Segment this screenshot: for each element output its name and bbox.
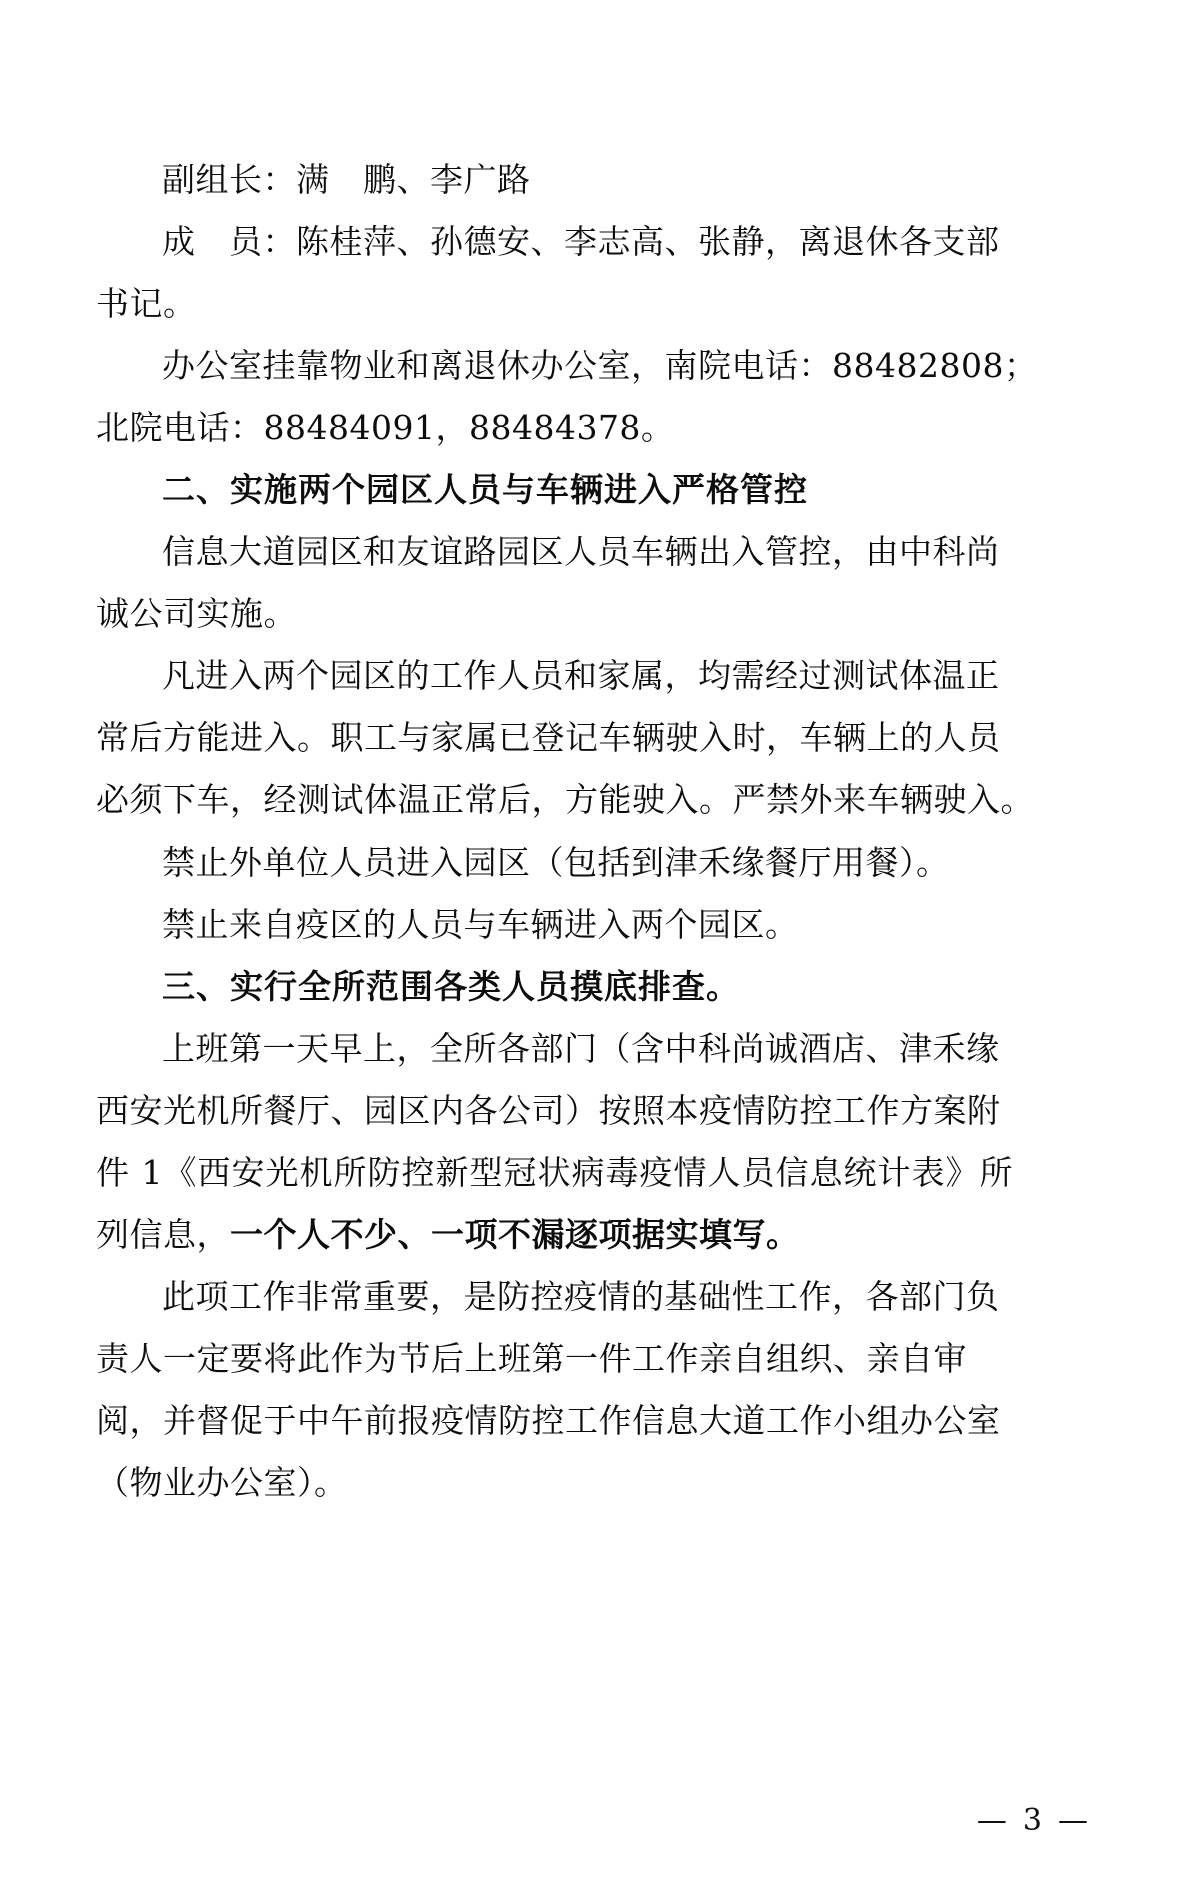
paragraph-office-phone: 办公室挂靠物业和离退休办公室，南院电话：88482808； bbox=[162, 346, 1038, 386]
paragraph-vice-leader: 副组长：满 鹏、李广路 bbox=[162, 160, 531, 199]
paragraph-section-two-4: 禁止来自疫区的人员与车辆进入两个园区。 bbox=[162, 904, 799, 944]
heading-section-two: 二、实施两个园区人员与车辆进入严格管控 bbox=[162, 470, 808, 510]
paragraph-section-three-1-continued-2: 件 1《西安光机所防控新型冠状病毒疫情人员信息统计表》所 bbox=[96, 1152, 1014, 1192]
paragraph-members-continued: 书记。 bbox=[96, 284, 197, 324]
paragraph-section-two-2: 凡进入两个园区的工作人员和家属，均需经过测试体温正 bbox=[162, 656, 1000, 696]
paragraph-office-phone-continued: 北院电话：88484091，88484378。 bbox=[96, 408, 675, 448]
heading-section-three: 三、实行全所范围各类人员摸底排查。 bbox=[162, 966, 740, 1006]
paragraph-section-three-1-continued-1: 西安光机所餐厅、园区内各公司）按照本疫情防控工作方案附 bbox=[96, 1090, 1001, 1130]
paragraph-section-three-2-continued-2: 阅，并督促于中午前报疫情防控工作信息大道工作小组办公室 bbox=[96, 1400, 1001, 1440]
paragraph-section-two-1: 信息大道园区和友谊路园区人员车辆出入管控，由中科尚 bbox=[162, 532, 1000, 572]
paragraph-section-two-3: 禁止外单位人员进入园区（包括到津禾缘餐厅用餐）。 bbox=[162, 842, 950, 882]
footer-dash-left: — bbox=[976, 1803, 1009, 1838]
text-emphasis-run: 一个人不少、一项不漏逐项据实填写。 bbox=[230, 1214, 800, 1254]
page-footer bbox=[0, 1803, 1104, 1838]
paragraph-members: 成 员：陈桂萍、孙德安、李志高、张静，离退休各支部 bbox=[162, 222, 1000, 262]
paragraph-section-three-2-continued-3: （物业办公室）。 bbox=[96, 1462, 348, 1502]
paragraph-section-two-1-continued: 诚公司实施。 bbox=[96, 594, 297, 634]
footer-dash-right: — bbox=[1058, 1803, 1090, 1838]
document-body bbox=[96, 150, 1104, 1513]
page-number: 3 bbox=[1022, 1803, 1044, 1838]
text-normal-run: 列信息， bbox=[96, 1214, 230, 1254]
paragraph-section-three-1-continued-3 bbox=[96, 1205, 1104, 1265]
paragraph-section-three-2-continued-1: 责人一定要将此作为节后上班第一件工作亲自组织、亲自审 bbox=[96, 1338, 967, 1378]
paragraph-section-three-2: 此项工作非常重要，是防控疫情的基础性工作，各部门负 bbox=[162, 1276, 1000, 1316]
paragraph-section-two-2-continued-1: 常后方能进入。职工与家属已登记车辆驶入时，车辆上的人员 bbox=[96, 718, 1001, 758]
paragraph-section-two-2-continued-2: 必须下车，经测试体温正常后，方能驶入。严禁外来车辆驶入。 bbox=[96, 780, 1034, 820]
paragraph-section-three-1: 上班第一天早上，全所各部门（含中科尚诚酒店、津禾缘 bbox=[162, 1028, 1000, 1068]
